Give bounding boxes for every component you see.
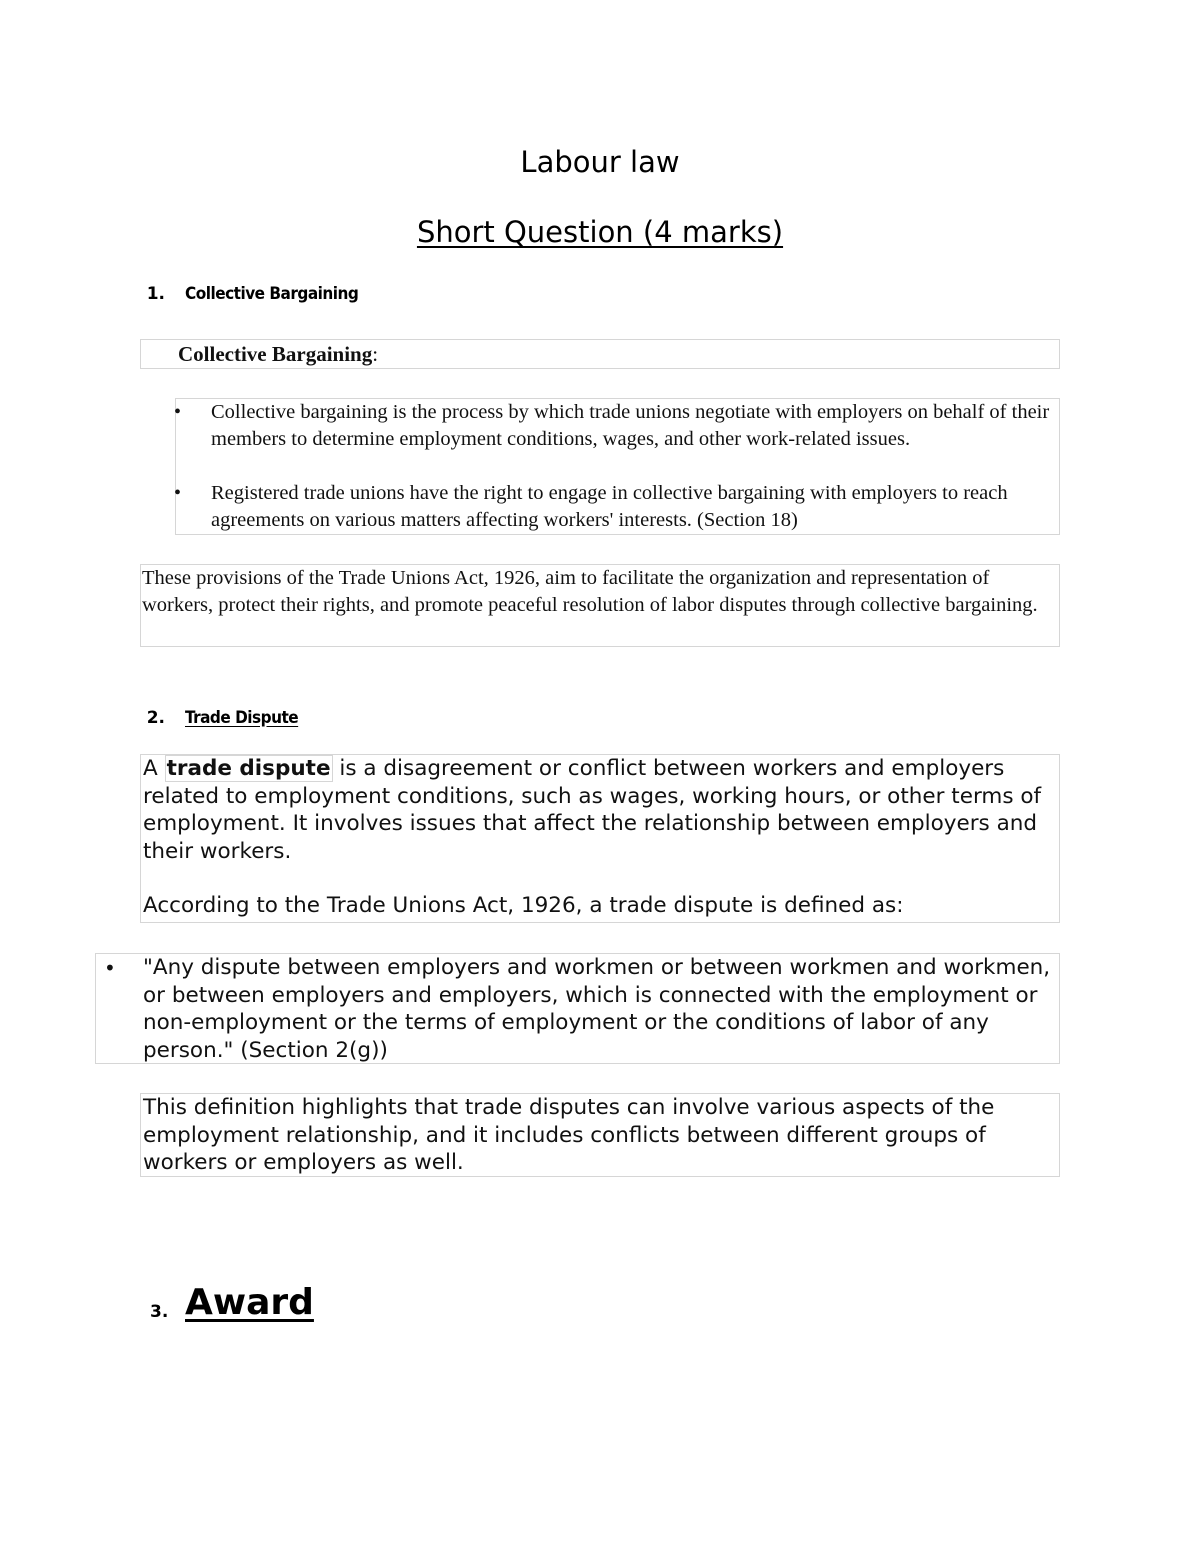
intro-rest: is a disagreement or conflict between workers and employers related to employment conditions, such as wages, working hours, or other terms of employment. It involves issues that affect the relationship between employers and their workers.	[143, 756, 1042, 864]
box-heading-suffix: :	[372, 342, 379, 366]
bullet-text: Collective bargaining is the process by which trade unions negotiate with employers on behalf of their members to determine employment conditions, wages, and other work-related issues.	[211, 401, 1050, 450]
section3-heading: Award	[185, 1282, 314, 1323]
list-item	[176, 399, 1061, 453]
section2-conclusion-box	[140, 1093, 1060, 1177]
bullet-icon: •	[104, 956, 116, 980]
bullet-text: Registered trade unions have the right to engage in collective bargaining with employers to reach agreements on various matters affecting workers' interests. (Section 18)	[211, 482, 1008, 531]
list-item	[176, 480, 1061, 534]
section1-summary-box	[140, 564, 1060, 647]
section2-number: 2.	[146, 708, 165, 728]
section2-intro	[143, 755, 1055, 865]
intro-prefix: A	[143, 756, 158, 781]
document-subtitle: Short Question (4 marks)	[416, 215, 784, 249]
bullet-icon: •	[174, 482, 182, 504]
document-title: Labour law	[520, 145, 680, 179]
section2-heading: Trade Dispute	[185, 708, 299, 728]
section1-bullets-box	[175, 398, 1060, 535]
intro-term: trade dispute	[166, 756, 331, 781]
section1-number: 1.	[146, 284, 165, 304]
section1-box-heading	[178, 341, 378, 368]
section2-conclusion: This definition highlights that trade disputes can involve various aspects of the employment relationship, and it includes conflicts between different groups of workers or employers as well.	[143, 1095, 995, 1175]
section2-definition: "Any dispute between employers and workmen or between workmen and workmen, or between employers and employers, which is connected with the employment or non-employment or the terms of employment or the conditions of labor of any person." (Section 2(g))	[143, 955, 1051, 1063]
section1-heading: Collective Bargaining	[185, 284, 359, 304]
section2-definition-box	[95, 953, 1060, 1064]
bullet-icon: •	[174, 401, 182, 423]
section3-number: 3.	[150, 1302, 169, 1322]
section1-summary: These provisions of the Trade Unions Act, 1926, aim to facilitate the organization and representation of workers, protect their rights, and promote peaceful resolution of labor disputes through collective bargaining.	[142, 567, 1038, 616]
box-heading-text: Collective Bargaining	[178, 342, 373, 366]
section2-according: According to the Trade Unions Act, 1926, a trade dispute is defined as:	[143, 893, 904, 918]
section1-heading-box	[140, 339, 1060, 369]
section2-intro-box	[140, 754, 1060, 923]
